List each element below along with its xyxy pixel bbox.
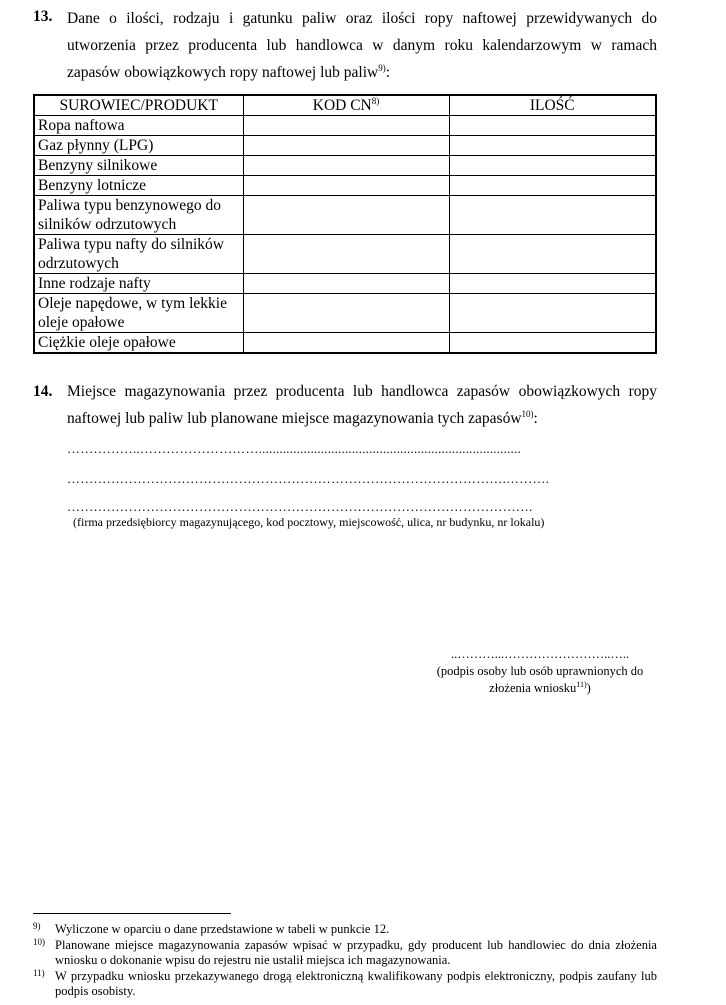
cell-product: Benzyny lotnicze (34, 176, 243, 196)
cell-cn[interactable] (243, 176, 449, 196)
header-cn: KOD CN$^{8)}$ (243, 95, 449, 116)
storage-caption: (firma przedsiębiorcy magazynującego, kod pocztowy, miejscowość, ulica, nr budynku, nr lokalu) (73, 515, 545, 529)
footnote-separator (33, 913, 231, 914)
section-13-body: Dane o ilości, rodzaju i gatunku paliw oraz ilości ropy naftowej przewidywanych do utworzenia przez producenta lub handlowca w danym roku kalendarzowym w ramach zapasów obowiązkowych ropy naftowej lub paliw (67, 10, 657, 81)
footnote-11-text: W przypadku wniosku przekazywanego drogą elektroniczną kwalifikowany podpis elektroniczny, podpis zaufany lub podpis osobisty. (55, 968, 657, 998)
table-row (34, 116, 656, 136)
signature-block (405, 646, 675, 697)
table-row (34, 136, 656, 156)
cell-product: Gaz płynny (LPG) (34, 136, 243, 156)
footnote-11 (33, 969, 657, 1000)
table-row (34, 333, 656, 354)
footnote-9 (33, 922, 657, 938)
footnote-mark-11: 11) (33, 967, 45, 978)
dot-line-2: ……………………………………………………………………………………….………. (67, 471, 550, 486)
cell-product: Paliwa typu nafty do silników odrzutowych (34, 235, 243, 274)
section-14-text: Miejsce magazynowania przez producenta lub handlowca zapasów obowiązkowych ropy naftowej lub paliw lub planowane miejsce magazynowania tych zapasów$^{10)}$: (67, 383, 657, 427)
signature-label-2: złożenia wniosku$^{11)}$) (489, 679, 591, 695)
footnote-ref-10: 10) (521, 408, 534, 419)
cell-qty[interactable] (449, 333, 656, 354)
dot-line-3: ……………………………………………………………………………………………. (67, 499, 533, 514)
cell-qty[interactable] (449, 156, 656, 176)
footnote-mark-9: 9) (33, 921, 41, 931)
cell-product: Inne rodzaje nafty (34, 274, 243, 294)
section-14-body: Miejsce magazynowania przez producenta lub handlowca zapasów obowiązkowych ropy naftowej lub paliw lub planowane miejsce magazynowania tych zapasów (67, 383, 657, 427)
table-header-row (34, 95, 656, 116)
footnote-ref-11: 11) (576, 679, 587, 689)
cell-cn[interactable] (243, 274, 449, 294)
cell-qty[interactable] (449, 235, 656, 274)
cell-cn[interactable] (243, 294, 449, 333)
cell-qty[interactable] (449, 116, 656, 136)
cell-product: Oleje napędowe, w tym lekkie oleje opałowe (34, 294, 243, 333)
footnote-9-text: Wyliczone w oparciu o dane przedstawione w tabeli w punkcie 12. (55, 922, 390, 936)
cell-qty[interactable] (449, 196, 656, 235)
cell-product: Paliwa typu benzynowego do silników odrzutowych (34, 196, 243, 235)
footnote-ref-8: 8) (371, 95, 380, 106)
footnote-mark-10: 10) (33, 936, 45, 947)
signature-dots: ..………...……………………..….. (450, 647, 630, 661)
cell-qty[interactable] (449, 294, 656, 333)
header-product: SUROWIEC/PRODUKT (34, 95, 243, 116)
header-qty: ILOŚĆ (449, 95, 656, 116)
section-14-number: 14. (33, 383, 53, 400)
cell-cn[interactable] (243, 333, 449, 354)
table-row (34, 196, 656, 235)
cell-product: Ropa naftowa (34, 116, 243, 136)
cell-qty[interactable] (449, 274, 656, 294)
table-row (34, 274, 656, 294)
cell-cn[interactable] (243, 156, 449, 176)
table-row (34, 176, 656, 196)
footnotes (33, 922, 657, 1000)
cell-cn[interactable] (243, 196, 449, 235)
dot-line-1: ……………..………………………............................................................................ (67, 441, 521, 456)
footnote-10 (33, 938, 657, 969)
table-row (34, 294, 656, 333)
cell-product: Ciężkie oleje opałowe (34, 333, 243, 354)
table-row (34, 156, 656, 176)
cell-cn[interactable] (243, 116, 449, 136)
section-13-number: 13. (33, 8, 53, 25)
table-row (34, 235, 656, 274)
fuel-table (33, 94, 657, 354)
signature-label-1: (podpis osoby lub osób uprawnionych do (436, 664, 644, 678)
cell-cn[interactable] (243, 136, 449, 156)
cell-qty[interactable] (449, 176, 656, 196)
footnote-ref-9: 9) (378, 62, 386, 73)
cell-cn[interactable] (243, 235, 449, 274)
section-13-text: Dane o ilości, rodzaju i gatunku paliw oraz ilości ropy naftowej przewidywanych do utworzenia przez producenta lub handlowca w danym roku kalendarzowym w ramach zapasów obowiązkowych ropy naftowej lub paliw$^{9)}$: (67, 10, 657, 81)
footnote-10-text: Planowane miejsce magazynowania zapasów wpisać w przypadku, gdy producent lub handlowiec do dnia złożenia wniosku o dokonanie wpisu do rejestru nie ustalił miejsca ich magazynowania. (55, 937, 657, 967)
cell-qty[interactable] (449, 136, 656, 156)
cell-product: Benzyny silnikowe (34, 156, 243, 176)
